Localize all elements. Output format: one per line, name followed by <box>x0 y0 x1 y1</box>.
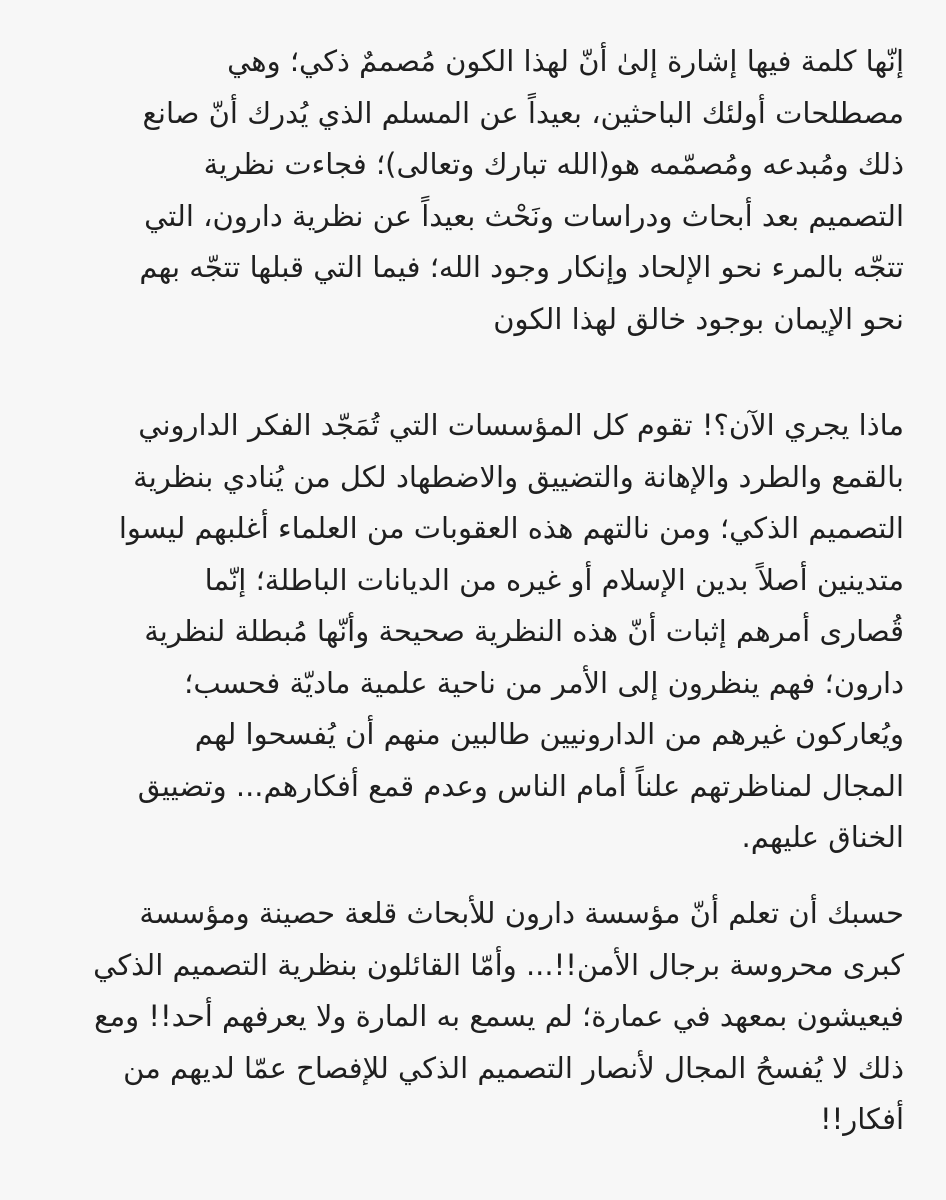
text-line: المجال لمناظرتهم علناً أمام الناس وعدم قمع أفكارهم... وتضييق <box>137 768 904 803</box>
text-line: الخناق عليهم. <box>741 820 904 854</box>
text-line: مصطلحات أولئك الباحثين، بعيداً عن المسلم الذي يُدرك أنّ صانع <box>142 95 904 130</box>
paragraph-what-is-happening <box>36 400 904 864</box>
text-line: فيعيشون بمعهد في عمارة؛ لم يسمع به المارة ولا يعرفهم أحد!! ومع <box>94 999 904 1033</box>
text-line: بالقمع والطرد والإهانة والتضييق والاضطهاد لكل من يُنادي بنظرية <box>133 459 904 494</box>
text-line: متدينين أصلاً بدين الإسلام أو غيره من الديانات الباطلة؛ إنّما <box>204 562 904 597</box>
text-line: ويُعاركون غيرهم من الداروني‍ين طالبين منهم أن يُفسحوا لهم <box>194 717 904 751</box>
text-line: حسبك أن تعلم أنّ مؤسسة دارون للأبحاث قلعة حصينة ومؤسسة <box>139 896 904 930</box>
text-line: التصميم بعد أبحاث ودراسات ونَحْث بعيداً عن نظرية دارون، التي <box>144 198 904 233</box>
text-line: كبرى محروسة برجال الأمن!!... وأمّا القائلون بنظرية التصميم الذكي <box>93 947 904 982</box>
text-line: أفكار!! <box>819 1102 904 1136</box>
text-line: إنّها كلمة فيها إشارة إلىٰ أنّ لهذا الكون مُصممٌ ذكي؛ وهي <box>227 44 904 78</box>
text-line: ذلك لا يُفسحُ المجال لأنصار التصميم الذكي للإفصاح عمّا لديهم من <box>123 1050 904 1085</box>
text-line: تتجّه بالمرء نحو الإلحاد وإنكار وجود الله؛ فيما التي قبلها تتجّه بهم <box>139 250 904 284</box>
text-line: ذلك ومُبدعه ومُصمّمه هو(الله تبارك وتعالى)؛ فجاءت نظرية <box>203 147 904 181</box>
paragraph-intelligent-design-meaning <box>36 36 904 345</box>
text-line: ماذا يجري الآن؟! تقوم كل المؤسسات التي تُمَجّد الفكر الداروني <box>138 408 904 442</box>
text-line: نحو الإيمان بوجود خالق لهذا الكون <box>493 301 904 336</box>
paragraph-darwin-institute <box>36 888 904 1146</box>
text-line: قُصارى أمرهم إثبات أنّ هذه النظرية صحيحة وأنّها مُبطلة لنظرية <box>144 614 904 648</box>
text-line: دارون؛ فهم ينظرون إلى الأمر من ناحية علمية ماديّة فحسب؛ <box>184 665 904 700</box>
text-line: التصميم الذكي؛ ومن نالتهم هذه العقوبات من العلماء أغلبهم ليسوا <box>118 511 904 545</box>
